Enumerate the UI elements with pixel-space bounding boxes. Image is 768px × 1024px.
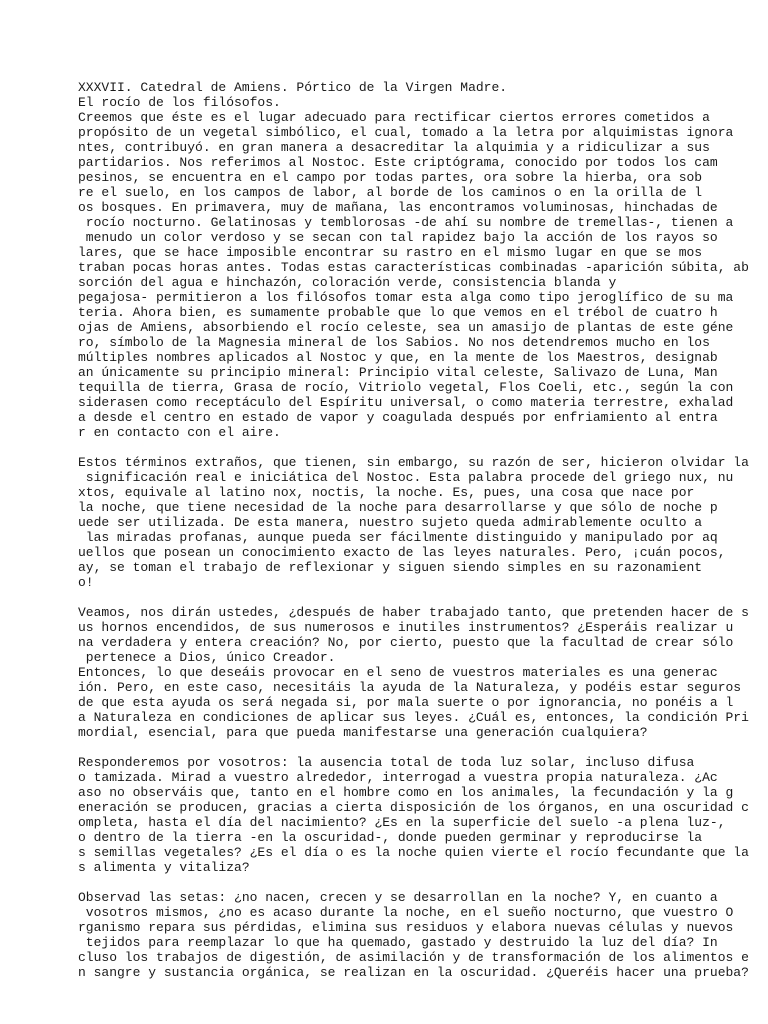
text-line	[78, 740, 768, 755]
text-line: us hornos encendidos, de sus numerosos e inutiles instrumentos? ¿Esperáis realizar u	[78, 620, 734, 635]
text-line: rocío nocturno. Gelatinosas y temblorosas -de ahí su nombre de tremellas-, tienen a	[78, 215, 734, 230]
text-line: propósito de un vegetal simbólico, el cual, tomado a la letra por alquimistas ignora	[78, 125, 734, 140]
text-line: siderasen como receptáculo del Espíritu universal, o como materia terrestre, exhalad	[78, 395, 734, 410]
chapter-heading: XXXVII. Catedral de Amiens. Pórtico de la Virgen Madre.	[78, 80, 508, 95]
chapter-subtitle: El rocío de los filósofos.	[78, 95, 281, 110]
text-line: ro, símbolo de la Magnesia mineral de los Sabios. No nos detendremos mucho en los	[78, 335, 710, 350]
text-line: aso no observáis que, tanto en el hombre como en los animales, la fecundación y la g	[78, 785, 734, 800]
text-line: ay, se toman el trabajo de reflexionar y siguen siendo simples en su razonamient	[78, 560, 703, 575]
text-line: re el suelo, en los campos de labor, al borde de los caminos o en la orilla de l	[78, 185, 703, 200]
text-line: pesinos, se encuentra en el campo por todas partes, ora sobre la hierba, ora sob	[78, 170, 703, 185]
text-line: traban pocas horas antes. Todas estas características combinadas -aparición súbita, ab	[78, 260, 749, 275]
text-line: mordial, esencial, para que pueda manifestarse una generación cualquiera?	[78, 725, 648, 740]
text-line: na verdadera y entera creación? No, por cierto, puesto que la facultad de crear sólo	[78, 635, 734, 650]
text-line: s alimenta y vitaliza?	[78, 860, 250, 875]
text-line: n sangre y sustancia orgánica, se realizan en la oscuridad. ¿Queréis hacer una prueba?	[78, 965, 749, 980]
text-line: eneración se producen, gracias a cierta disposición de los órganos, en una oscuridad c	[78, 800, 749, 815]
text-line: de que esta ayuda os será negada si, por mala suerte o por ignorancia, no ponéis a l	[78, 695, 734, 710]
text-line: r en contacto con el aire.	[78, 425, 281, 440]
text-line	[78, 590, 768, 605]
document-body	[78, 80, 768, 980]
text-line: xtos, equivale al latino nox, noctis, la noche. Es, pues, una cosa que nace por	[78, 485, 695, 500]
text-line: la noche, que tiene necesidad de la noche para desarrollarse y que sólo de noche p	[78, 500, 718, 515]
text-line: Entonces, lo que deseáis provocar en el seno de vuestros materiales es una generac	[78, 665, 718, 680]
text-line: Veamos, nos dirán ustedes, ¿después de haber trabajado tanto, que pretenden hacer de s	[78, 605, 749, 620]
text-line: ojas de Amiens, absorbiendo el rocío celeste, sea un amasijo de plantas de este géne	[78, 320, 734, 335]
text-line: o tamizada. Mirad a vuestro alrededor, interrogad a vuestra propia naturaleza. ¿Ac	[78, 770, 718, 785]
text-line: tejidos para reemplazar lo que ha quemado, gastado y destruido la luz del día? In	[78, 935, 718, 950]
text-line: lares, que se hace imposible encontrar su rastro en el mismo lugar en que se mos	[78, 245, 703, 260]
text-line: múltiples nombres aplicados al Nostoc y que, en la mente de los Maestros, designab	[78, 350, 718, 365]
text-line	[78, 875, 768, 890]
text-line: las miradas profanas, aunque pueda ser fácilmente distinguido y manipulado por aq	[78, 530, 718, 545]
text-line: Creemos que éste es el lugar adecuado para rectificar ciertos errores cometidos a	[78, 110, 710, 125]
text-line: menudo un color verdoso y se secan con tal rapidez bajo la acción de los rayos so	[78, 230, 718, 245]
text-line: pegajosa- permitieron a los filósofos tomar esta alga como tipo jeroglífico de su ma	[78, 290, 734, 305]
text-line: o!	[78, 575, 94, 590]
text-line: teria. Ahora bien, es sumamente probable que lo que vemos en el trébol de cuatro h	[78, 305, 718, 320]
text-line: uellos que posean un conocimiento exacto de las leyes naturales. Pero, ¡cuán pocos,	[78, 545, 726, 560]
text-line: an únicamente su principio mineral: Principio vital celeste, Salivazo de Luna, Man	[78, 365, 718, 380]
text-line: ntes, contribuyó. en gran manera a desacreditar la alquimia y a ridiculizar a sus	[78, 140, 710, 155]
text-line: partidarios. Nos referimos al Nostoc. Este criptógrama, conocido por todos los cam	[78, 155, 718, 170]
text-line: Observad las setas: ¿no nacen, crecen y se desarrollan en la noche? Y, en cuanto a	[78, 890, 718, 905]
text-line: rganismo repara sus pérdidas, elimina sus residuos y elabora nuevas células y nuevos	[78, 920, 734, 935]
text-line: os bosques. En primavera, muy de mañana, las encontramos voluminosas, hinchadas de	[78, 200, 718, 215]
text-line: Estos términos extraños, que tienen, sin embargo, su razón de ser, hicieron olvidar la	[78, 455, 749, 470]
text-line: significación real e iniciática del Nostoc. Esta palabra procede del griego nux, nu	[78, 470, 734, 485]
text-line: o dentro de la tierra -en la oscuridad-, donde pueden germinar y reproducirse la	[78, 830, 703, 845]
text-line: s semillas vegetales? ¿Es el día o es la noche quien vierte el rocío fecundante que la	[78, 845, 749, 860]
text-line: ión. Pero, en este caso, necesitáis la ayuda de la Naturaleza, y podéis estar seguros	[78, 680, 742, 695]
text-line: Responderemos por vosotros: la ausencia total de toda luz solar, incluso difusa	[78, 755, 695, 770]
text-line: a Naturaleza en condiciones de aplicar sus leyes. ¿Cuál es, entonces, la condición Pri	[78, 710, 749, 725]
text-line: ompleta, hasta el día del nacimiento? ¿Es en la superficie del suelo -a plena luz-,	[78, 815, 726, 830]
text-line: vosotros mismos, ¿no es acaso durante la noche, en el sueño nocturno, que vuestro O	[78, 905, 734, 920]
text-line: a desde el centro en estado de vapor y coagulada después por enfriamiento al entra	[78, 410, 718, 425]
text-line: cluso los trabajos de digestión, de asimilación y de transformación de los alimentos e	[78, 950, 749, 965]
text-line: uede ser utilizada. De esta manera, nuestro sujeto queda admirablemente oculto a	[78, 515, 703, 530]
text-line: pertenece a Dios, único Creador.	[78, 650, 336, 665]
text-line	[78, 440, 768, 455]
text-line: sorción del agua e hinchazón, coloración verde, consistencia blanda y	[78, 275, 617, 290]
text-line: tequilla de tierra, Grasa de rocío, Vitriolo vegetal, Flos Coeli, etc., según la con	[78, 380, 734, 395]
